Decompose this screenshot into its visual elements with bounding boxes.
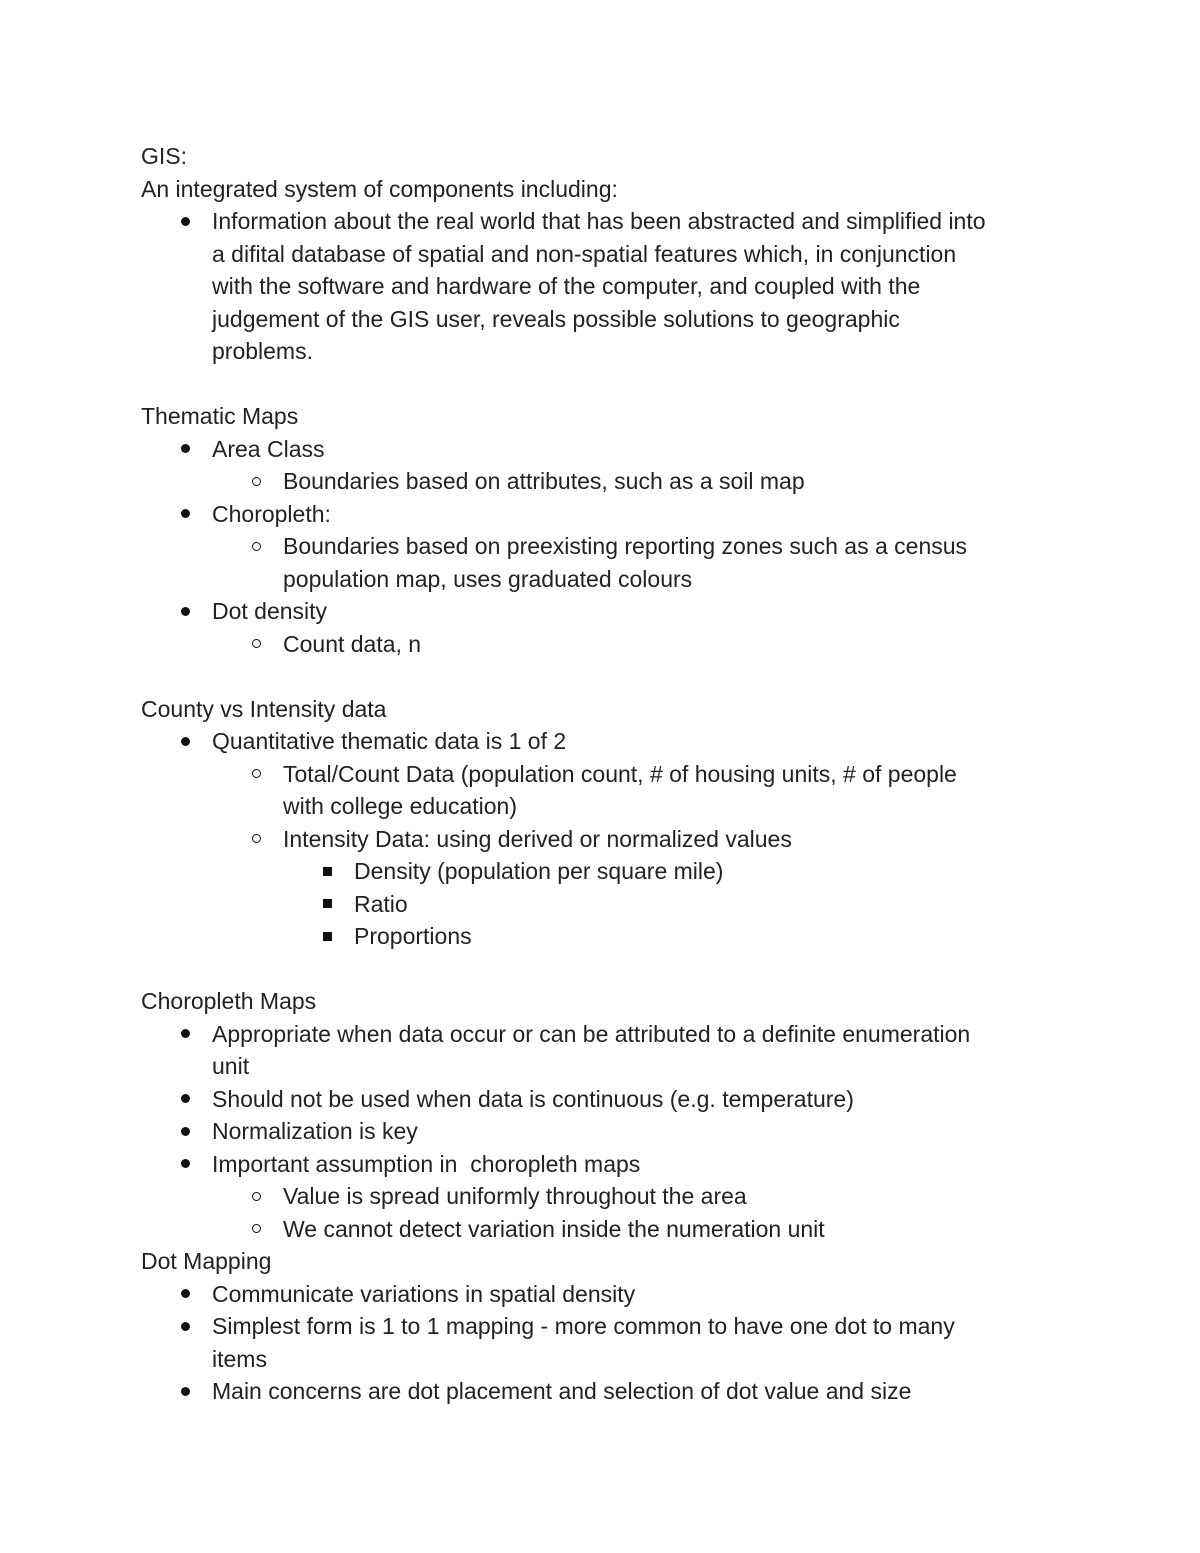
sub-list-item: Boundaries based on attributes, such as a soil map: [141, 465, 1061, 498]
section-title-county-vs-intensity: County vs Intensity data: [141, 695, 387, 722]
section-title-thematic-maps: Thematic Maps: [141, 403, 299, 429]
county-intensity-list: [141, 725, 1061, 953]
bullet-dot-icon: [175, 1148, 195, 1181]
bullet-square-icon: [317, 888, 337, 921]
bullet-circle-icon: [246, 530, 266, 563]
bullet-circle-icon: [246, 1180, 266, 1213]
bullet-dot-icon: [175, 1310, 195, 1343]
bullet-square-icon: [317, 920, 337, 953]
bullet-dot-icon: [175, 1018, 195, 1051]
bullet-circle-icon: [246, 758, 266, 791]
list-item: Simplest form is 1 to 1 mapping - more common to have one dot to many items: [141, 1310, 1061, 1375]
section-subtitle-gis: An integrated system of components including:: [141, 175, 618, 202]
sub-list-item: Boundaries based on preexisting reporting zones such as a census population map, uses graduated colours: [141, 530, 1061, 595]
sub-list-item: We cannot detect variation inside the numeration unit: [141, 1213, 1061, 1246]
bullet-dot-icon: [175, 1115, 195, 1148]
gis-list: [141, 205, 1061, 368]
sub-list-item: Value is spread uniformly throughout the area: [141, 1180, 1061, 1213]
choropleth-maps-list: [141, 1018, 1061, 1246]
bullet-dot-icon: [175, 1083, 195, 1116]
sub-list-item: Count data, n: [141, 628, 1061, 661]
sub-list-item: Intensity Data: using derived or normalized values: [141, 823, 1061, 856]
thematic-maps-list: [141, 433, 1061, 661]
sub-sub-list-item: Proportions: [141, 920, 1061, 953]
list-item: Should not be used when data is continuous (e.g. temperature): [141, 1083, 1061, 1116]
document-page: [141, 140, 1061, 1408]
bullet-square-icon: [317, 855, 337, 888]
bullet-dot-icon: [175, 725, 195, 758]
bullet-dot-icon: [175, 1278, 195, 1311]
spacer: [141, 953, 1061, 986]
sub-sub-list-item: Density (population per square mile): [141, 855, 1061, 888]
list-item: Choropleth:: [141, 498, 1061, 531]
list-item: Communicate variations in spatial density: [141, 1278, 1061, 1311]
bullet-dot-icon: [175, 595, 195, 628]
list-item: Important assumption in choropleth maps: [141, 1148, 1061, 1181]
list-item: Area Class: [141, 433, 1061, 466]
section-title-dot-mapping: Dot Mapping: [141, 1248, 272, 1274]
list-item: Normalization is key: [141, 1115, 1061, 1148]
sub-sub-list-item: Ratio: [141, 888, 1061, 921]
bullet-circle-icon: [246, 628, 266, 661]
section-title-gis: GIS:: [141, 143, 188, 169]
spacer: [141, 660, 1061, 693]
sub-list-item: Total/Count Data (population count, # of housing units, # of people with college education): [141, 758, 1061, 823]
list-item: Information about the real world that has been abstracted and simplified into a difital database of spatial and non-spatial features which, in conjunction with the software and hardware of the computer, and coupled with the judgement of the GIS user, reveals possible solutions to geographic problems.: [141, 205, 1061, 368]
bullet-dot-icon: [175, 1375, 195, 1408]
bullet-circle-icon: [246, 1213, 266, 1246]
list-item: Quantitative thematic data is 1 of 2: [141, 725, 1061, 758]
dot-mapping-list: [141, 1278, 1061, 1408]
spacer: [141, 368, 1061, 401]
bullet-dot-icon: [175, 205, 195, 238]
section-title-choropleth-maps: Choropleth Maps: [141, 988, 317, 1014]
bullet-dot-icon: [175, 433, 195, 466]
bullet-circle-icon: [246, 465, 266, 498]
list-item: Main concerns are dot placement and selection of dot value and size: [141, 1375, 1061, 1408]
list-item: Appropriate when data occur or can be attributed to a definite enumeration unit: [141, 1018, 1061, 1083]
list-item: Dot density: [141, 595, 1061, 628]
bullet-dot-icon: [175, 498, 195, 531]
bullet-circle-icon: [246, 823, 266, 856]
